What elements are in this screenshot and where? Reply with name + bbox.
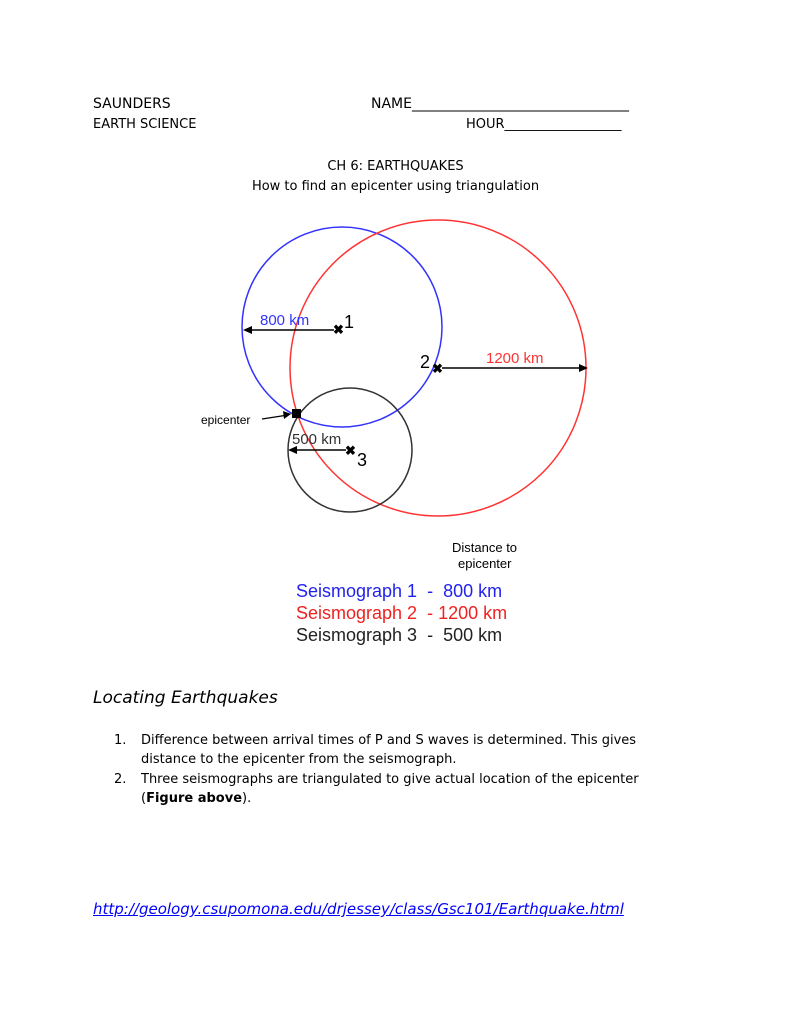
list-item-text: Difference between arrival times of P and S waves is determined. This gives distance to the epicenter from the seismograph. xyxy=(141,733,637,767)
legend-heading-line1: Distance to xyxy=(452,540,518,555)
station-1-number: 1 xyxy=(344,312,355,332)
name-field[interactable]: NAME_______________________________ xyxy=(371,96,629,112)
section-title: Locating Earthquakes xyxy=(93,688,278,708)
legend-seismograph-3: Seismograph 3 - 500 km xyxy=(296,625,503,645)
station-1-marker: ✖ xyxy=(333,322,344,337)
course-name: EARTH SCIENCE xyxy=(93,117,197,132)
list-item-number: 2. xyxy=(114,772,127,787)
station-3-marker: ✖ xyxy=(345,443,356,458)
station-1-arrowhead xyxy=(243,326,252,334)
epicenter-marker xyxy=(292,409,301,418)
reference-link[interactable]: http://geology.csupomona.edu/drjessey/class/Gsc101/Earthquake.html xyxy=(93,900,624,918)
figure-reference: Figure above xyxy=(146,791,243,806)
list-item-text: Three seismographs are triangulated to give actual location of the epicenter (Figure above). xyxy=(141,772,639,806)
station-2-distance-label: 1200 km xyxy=(486,350,544,367)
page-subtitle: How to find an epicenter using triangulation xyxy=(251,179,540,194)
chapter-title: CH 6: EARTHQUAKES xyxy=(327,159,464,174)
station-2-marker: ✖ xyxy=(432,361,443,376)
legend-heading-line2: epicenter xyxy=(458,556,512,571)
station-3-distance-label: 500 km xyxy=(292,431,342,448)
epicenter-label: epicenter xyxy=(201,413,251,427)
legend-seismograph-2: Seismograph 2 - 1200 km xyxy=(296,603,508,623)
author-name: SAUNDERS xyxy=(93,96,171,112)
hour-field[interactable]: HOUR__________________ xyxy=(466,117,622,132)
station-1-distance-label: 800 km xyxy=(260,312,310,329)
station-2-number: 2 xyxy=(420,352,431,372)
list-item-number: 1. xyxy=(114,733,127,748)
legend-seismograph-1: Seismograph 1 - 800 km xyxy=(296,581,503,601)
station-3-number: 3 xyxy=(357,450,368,470)
